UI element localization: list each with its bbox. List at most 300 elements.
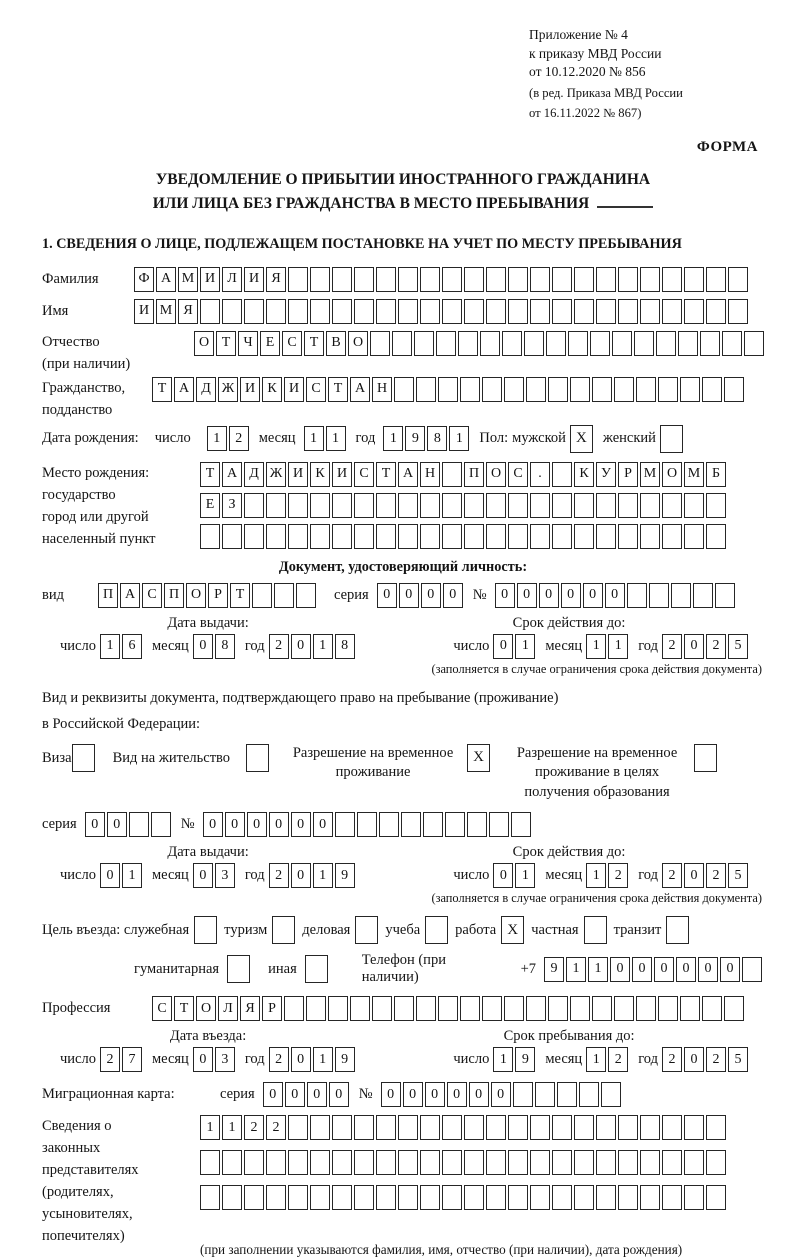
char-cell[interactable] bbox=[574, 267, 594, 292]
purpose-tourism-checkbox[interactable] bbox=[272, 916, 295, 944]
char-cell[interactable] bbox=[592, 996, 612, 1021]
char-cell[interactable] bbox=[486, 1185, 506, 1210]
char-cell[interactable]: 1 bbox=[586, 634, 606, 659]
char-cell[interactable] bbox=[627, 583, 647, 608]
char-cell[interactable]: 0 bbox=[491, 1082, 511, 1107]
char-cell[interactable] bbox=[222, 524, 242, 549]
char-cell[interactable]: 9 bbox=[335, 863, 355, 888]
char-cell[interactable]: 2 bbox=[269, 863, 289, 888]
char-cell[interactable]: Т bbox=[328, 377, 348, 402]
char-cell[interactable]: О bbox=[486, 462, 506, 487]
char-cell[interactable]: 2 bbox=[706, 863, 726, 888]
char-cell[interactable]: 1 bbox=[207, 426, 227, 451]
char-cell[interactable] bbox=[634, 331, 654, 356]
char-cell[interactable]: 0 bbox=[632, 957, 652, 982]
char-cell[interactable]: 1 bbox=[515, 634, 535, 659]
char-cell[interactable]: 0 bbox=[193, 863, 213, 888]
char-cell[interactable] bbox=[288, 1115, 308, 1140]
char-cell[interactable]: 0 bbox=[203, 812, 223, 837]
char-cell[interactable] bbox=[332, 267, 352, 292]
char-cell[interactable]: 0 bbox=[605, 583, 625, 608]
char-cell[interactable] bbox=[636, 996, 656, 1021]
char-cell[interactable]: А bbox=[174, 377, 194, 402]
char-cell[interactable]: 0 bbox=[225, 812, 245, 837]
char-cell[interactable] bbox=[200, 524, 220, 549]
char-cell[interactable]: 0 bbox=[193, 634, 213, 659]
char-cell[interactable]: 1 bbox=[313, 1047, 333, 1072]
char-cell[interactable] bbox=[129, 812, 149, 837]
char-cell[interactable]: Я bbox=[178, 299, 198, 324]
char-cell[interactable] bbox=[684, 299, 704, 324]
char-cell[interactable] bbox=[460, 996, 480, 1021]
char-cell[interactable]: 0 bbox=[107, 812, 127, 837]
char-cell[interactable] bbox=[722, 331, 742, 356]
char-cell[interactable] bbox=[398, 524, 418, 549]
char-cell[interactable]: 0 bbox=[377, 583, 397, 608]
char-cell[interactable] bbox=[513, 1082, 533, 1107]
char-cell[interactable] bbox=[680, 996, 700, 1021]
char-cell[interactable]: 0 bbox=[381, 1082, 401, 1107]
char-cell[interactable] bbox=[552, 299, 572, 324]
char-cell[interactable]: Б bbox=[706, 462, 726, 487]
char-cell[interactable] bbox=[394, 377, 414, 402]
char-cell[interactable]: И bbox=[332, 462, 352, 487]
char-cell[interactable] bbox=[706, 524, 726, 549]
char-cell[interactable]: 0 bbox=[495, 583, 515, 608]
char-cell[interactable] bbox=[392, 331, 412, 356]
char-cell[interactable]: Ф bbox=[134, 267, 154, 292]
char-cell[interactable]: И bbox=[288, 462, 308, 487]
char-cell[interactable]: Е bbox=[200, 493, 220, 518]
char-cell[interactable] bbox=[592, 377, 612, 402]
char-cell[interactable]: 6 bbox=[122, 634, 142, 659]
char-cell[interactable] bbox=[394, 996, 414, 1021]
char-cell[interactable] bbox=[535, 1082, 555, 1107]
char-cell[interactable] bbox=[568, 331, 588, 356]
char-cell[interactable]: Ж bbox=[218, 377, 238, 402]
char-cell[interactable]: 0 bbox=[469, 1082, 489, 1107]
char-cell[interactable] bbox=[742, 957, 762, 982]
char-cell[interactable] bbox=[640, 493, 660, 518]
char-cell[interactable]: 0 bbox=[583, 583, 603, 608]
char-cell[interactable]: Т bbox=[216, 331, 236, 356]
purpose-official-checkbox[interactable] bbox=[194, 916, 217, 944]
char-cell[interactable] bbox=[398, 1185, 418, 1210]
char-cell[interactable]: 1 bbox=[586, 863, 606, 888]
char-cell[interactable] bbox=[370, 331, 390, 356]
residence-permit-checkbox[interactable] bbox=[246, 744, 269, 772]
char-cell[interactable]: И bbox=[134, 299, 154, 324]
char-cell[interactable] bbox=[574, 1115, 594, 1140]
char-cell[interactable] bbox=[706, 1185, 726, 1210]
char-cell[interactable] bbox=[222, 299, 242, 324]
char-cell[interactable]: 8 bbox=[335, 634, 355, 659]
char-cell[interactable]: 0 bbox=[285, 1082, 305, 1107]
char-cell[interactable] bbox=[398, 493, 418, 518]
char-cell[interactable] bbox=[442, 524, 462, 549]
char-cell[interactable]: 0 bbox=[85, 812, 105, 837]
char-cell[interactable] bbox=[662, 267, 682, 292]
char-cell[interactable]: А bbox=[398, 462, 418, 487]
char-cell[interactable]: 9 bbox=[544, 957, 564, 982]
char-cell[interactable] bbox=[200, 1185, 220, 1210]
char-cell[interactable] bbox=[552, 493, 572, 518]
visa-checkbox[interactable] bbox=[72, 744, 95, 772]
char-cell[interactable]: 1 bbox=[326, 426, 346, 451]
char-cell[interactable]: Я bbox=[266, 267, 286, 292]
char-cell[interactable] bbox=[508, 1115, 528, 1140]
char-cell[interactable] bbox=[546, 331, 566, 356]
char-cell[interactable]: 0 bbox=[493, 863, 513, 888]
char-cell[interactable] bbox=[464, 524, 484, 549]
char-cell[interactable] bbox=[504, 377, 524, 402]
char-cell[interactable] bbox=[310, 524, 330, 549]
char-cell[interactable] bbox=[596, 524, 616, 549]
char-cell[interactable]: Р bbox=[262, 996, 282, 1021]
char-cell[interactable]: 1 bbox=[493, 1047, 513, 1072]
char-cell[interactable] bbox=[200, 299, 220, 324]
char-cell[interactable] bbox=[423, 812, 443, 837]
char-cell[interactable] bbox=[590, 331, 610, 356]
char-cell[interactable]: З bbox=[222, 493, 242, 518]
char-cell[interactable] bbox=[596, 267, 616, 292]
char-cell[interactable] bbox=[310, 299, 330, 324]
char-cell[interactable]: 0 bbox=[561, 583, 581, 608]
char-cell[interactable] bbox=[508, 1185, 528, 1210]
char-cell[interactable]: 2 bbox=[662, 863, 682, 888]
char-cell[interactable] bbox=[508, 267, 528, 292]
char-cell[interactable]: 2 bbox=[269, 1047, 289, 1072]
char-cell[interactable] bbox=[486, 267, 506, 292]
char-cell[interactable]: 0 bbox=[291, 863, 311, 888]
char-cell[interactable] bbox=[354, 1185, 374, 1210]
char-cell[interactable]: 0 bbox=[421, 583, 441, 608]
char-cell[interactable]: 1 bbox=[449, 426, 469, 451]
char-cell[interactable]: 0 bbox=[100, 863, 120, 888]
char-cell[interactable] bbox=[222, 1185, 242, 1210]
purpose-study-checkbox[interactable] bbox=[425, 916, 448, 944]
char-cell[interactable] bbox=[445, 812, 465, 837]
char-cell[interactable]: 8 bbox=[427, 426, 447, 451]
char-cell[interactable]: 0 bbox=[329, 1082, 349, 1107]
char-cell[interactable] bbox=[530, 1185, 550, 1210]
char-cell[interactable]: 3 bbox=[215, 1047, 235, 1072]
char-cell[interactable] bbox=[266, 524, 286, 549]
char-cell[interactable]: 0 bbox=[676, 957, 696, 982]
char-cell[interactable] bbox=[649, 583, 669, 608]
char-cell[interactable] bbox=[310, 267, 330, 292]
char-cell[interactable] bbox=[724, 996, 744, 1021]
char-cell[interactable]: Т bbox=[174, 996, 194, 1021]
char-cell[interactable] bbox=[596, 1115, 616, 1140]
char-cell[interactable]: 0 bbox=[313, 812, 333, 837]
char-cell[interactable]: О bbox=[194, 331, 214, 356]
char-cell[interactable] bbox=[244, 299, 264, 324]
char-cell[interactable] bbox=[420, 267, 440, 292]
char-cell[interactable] bbox=[464, 1185, 484, 1210]
char-cell[interactable]: Л bbox=[218, 996, 238, 1021]
char-cell[interactable] bbox=[744, 331, 764, 356]
char-cell[interactable] bbox=[442, 493, 462, 518]
char-cell[interactable] bbox=[376, 1115, 396, 1140]
char-cell[interactable]: 1 bbox=[122, 863, 142, 888]
char-cell[interactable]: 0 bbox=[447, 1082, 467, 1107]
char-cell[interactable] bbox=[662, 1185, 682, 1210]
char-cell[interactable] bbox=[662, 299, 682, 324]
char-cell[interactable]: 0 bbox=[291, 634, 311, 659]
char-cell[interactable] bbox=[467, 812, 487, 837]
char-cell[interactable] bbox=[530, 524, 550, 549]
char-cell[interactable]: 2 bbox=[608, 863, 628, 888]
char-cell[interactable] bbox=[464, 493, 484, 518]
char-cell[interactable] bbox=[596, 493, 616, 518]
char-cell[interactable]: О bbox=[186, 583, 206, 608]
char-cell[interactable]: 1 bbox=[586, 1047, 606, 1072]
char-cell[interactable]: 0 bbox=[269, 812, 289, 837]
char-cell[interactable] bbox=[502, 331, 522, 356]
sex-male-checkbox[interactable]: X bbox=[570, 425, 593, 453]
char-cell[interactable]: 1 bbox=[383, 426, 403, 451]
char-cell[interactable]: 1 bbox=[608, 634, 628, 659]
char-cell[interactable]: С bbox=[306, 377, 326, 402]
char-cell[interactable]: И bbox=[240, 377, 260, 402]
char-cell[interactable]: А bbox=[120, 583, 140, 608]
char-cell[interactable] bbox=[420, 1185, 440, 1210]
char-cell[interactable] bbox=[680, 377, 700, 402]
char-cell[interactable] bbox=[570, 377, 590, 402]
char-cell[interactable] bbox=[557, 1082, 577, 1107]
char-cell[interactable] bbox=[288, 1185, 308, 1210]
char-cell[interactable]: Т bbox=[376, 462, 396, 487]
char-cell[interactable] bbox=[296, 583, 316, 608]
char-cell[interactable] bbox=[420, 299, 440, 324]
char-cell[interactable]: 9 bbox=[405, 426, 425, 451]
char-cell[interactable] bbox=[706, 299, 726, 324]
char-cell[interactable] bbox=[376, 524, 396, 549]
char-cell[interactable]: 0 bbox=[684, 634, 704, 659]
char-cell[interactable] bbox=[662, 1115, 682, 1140]
char-cell[interactable] bbox=[700, 331, 720, 356]
char-cell[interactable] bbox=[442, 1115, 462, 1140]
char-cell[interactable]: 0 bbox=[425, 1082, 445, 1107]
char-cell[interactable]: П bbox=[98, 583, 118, 608]
char-cell[interactable] bbox=[306, 996, 326, 1021]
char-cell[interactable] bbox=[504, 996, 524, 1021]
char-cell[interactable] bbox=[548, 996, 568, 1021]
char-cell[interactable]: 2 bbox=[229, 426, 249, 451]
char-cell[interactable] bbox=[244, 1185, 264, 1210]
purpose-other-checkbox[interactable] bbox=[305, 955, 328, 983]
char-cell[interactable] bbox=[508, 299, 528, 324]
char-cell[interactable] bbox=[640, 524, 660, 549]
char-cell[interactable] bbox=[618, 493, 638, 518]
char-cell[interactable] bbox=[574, 1185, 594, 1210]
char-cell[interactable]: 0 bbox=[443, 583, 463, 608]
char-cell[interactable]: 0 bbox=[720, 957, 740, 982]
char-cell[interactable]: 5 bbox=[728, 863, 748, 888]
char-cell[interactable] bbox=[416, 996, 436, 1021]
char-cell[interactable]: А bbox=[350, 377, 370, 402]
char-cell[interactable] bbox=[601, 1082, 621, 1107]
char-cell[interactable]: 2 bbox=[269, 634, 289, 659]
char-cell[interactable] bbox=[436, 331, 456, 356]
char-cell[interactable] bbox=[618, 524, 638, 549]
char-cell[interactable] bbox=[486, 493, 506, 518]
char-cell[interactable] bbox=[398, 299, 418, 324]
char-cell[interactable] bbox=[332, 524, 352, 549]
char-cell[interactable]: О bbox=[196, 996, 216, 1021]
char-cell[interactable] bbox=[702, 996, 722, 1021]
char-cell[interactable] bbox=[266, 493, 286, 518]
char-cell[interactable]: Я bbox=[240, 996, 260, 1021]
char-cell[interactable]: 2 bbox=[100, 1047, 120, 1072]
char-cell[interactable]: 0 bbox=[263, 1082, 283, 1107]
char-cell[interactable] bbox=[332, 1115, 352, 1140]
char-cell[interactable]: 0 bbox=[654, 957, 674, 982]
char-cell[interactable]: 1 bbox=[100, 634, 120, 659]
char-cell[interactable] bbox=[579, 1082, 599, 1107]
char-cell[interactable]: 2 bbox=[706, 1047, 726, 1072]
sex-female-checkbox[interactable] bbox=[660, 425, 683, 453]
char-cell[interactable]: 0 bbox=[291, 1047, 311, 1072]
char-cell[interactable]: Ч bbox=[238, 331, 258, 356]
char-cell[interactable]: 0 bbox=[307, 1082, 327, 1107]
char-cell[interactable] bbox=[728, 299, 748, 324]
char-cell[interactable] bbox=[310, 493, 330, 518]
char-cell[interactable] bbox=[438, 996, 458, 1021]
char-cell[interactable]: 1 bbox=[313, 863, 333, 888]
char-cell[interactable] bbox=[357, 812, 377, 837]
char-cell[interactable] bbox=[401, 812, 421, 837]
char-cell[interactable] bbox=[684, 493, 704, 518]
char-cell[interactable] bbox=[614, 996, 634, 1021]
char-cell[interactable] bbox=[328, 996, 348, 1021]
char-cell[interactable] bbox=[678, 331, 698, 356]
char-cell[interactable] bbox=[354, 524, 374, 549]
char-cell[interactable] bbox=[464, 1115, 484, 1140]
char-cell[interactable]: 0 bbox=[517, 583, 537, 608]
char-cell[interactable] bbox=[618, 267, 638, 292]
char-cell[interactable] bbox=[596, 299, 616, 324]
char-cell[interactable] bbox=[438, 377, 458, 402]
char-cell[interactable]: Е bbox=[260, 331, 280, 356]
char-cell[interactable] bbox=[442, 299, 462, 324]
char-cell[interactable]: Н bbox=[372, 377, 392, 402]
char-cell[interactable] bbox=[288, 493, 308, 518]
char-cell[interactable] bbox=[684, 1185, 704, 1210]
char-cell[interactable]: 7 bbox=[122, 1047, 142, 1072]
char-cell[interactable] bbox=[266, 1185, 286, 1210]
char-cell[interactable]: К bbox=[262, 377, 282, 402]
char-cell[interactable] bbox=[618, 1115, 638, 1140]
char-cell[interactable]: 1 bbox=[304, 426, 324, 451]
char-cell[interactable]: И bbox=[200, 267, 220, 292]
char-cell[interactable] bbox=[458, 331, 478, 356]
char-cell[interactable] bbox=[552, 524, 572, 549]
char-cell[interactable] bbox=[486, 524, 506, 549]
char-cell[interactable] bbox=[662, 524, 682, 549]
char-cell[interactable]: 1 bbox=[588, 957, 608, 982]
char-cell[interactable] bbox=[420, 524, 440, 549]
char-cell[interactable]: 1 bbox=[515, 863, 535, 888]
char-cell[interactable]: О bbox=[348, 331, 368, 356]
char-cell[interactable] bbox=[354, 1115, 374, 1140]
char-cell[interactable] bbox=[274, 583, 294, 608]
char-cell[interactable] bbox=[442, 462, 462, 487]
char-cell[interactable] bbox=[252, 583, 272, 608]
char-cell[interactable] bbox=[724, 377, 744, 402]
char-cell[interactable] bbox=[524, 331, 544, 356]
char-cell[interactable] bbox=[702, 377, 722, 402]
char-cell[interactable] bbox=[335, 812, 355, 837]
char-cell[interactable] bbox=[288, 299, 308, 324]
char-cell[interactable]: Т bbox=[200, 462, 220, 487]
char-cell[interactable]: 0 bbox=[403, 1082, 423, 1107]
char-cell[interactable]: П bbox=[464, 462, 484, 487]
char-cell[interactable] bbox=[684, 267, 704, 292]
char-cell[interactable]: Д bbox=[244, 462, 264, 487]
char-cell[interactable]: 1 bbox=[200, 1115, 220, 1140]
char-cell[interactable] bbox=[350, 996, 370, 1021]
char-cell[interactable] bbox=[640, 299, 660, 324]
char-cell[interactable]: 0 bbox=[193, 1047, 213, 1072]
char-cell[interactable] bbox=[442, 267, 462, 292]
char-cell[interactable] bbox=[354, 493, 374, 518]
char-cell[interactable] bbox=[552, 1115, 572, 1140]
char-cell[interactable] bbox=[464, 299, 484, 324]
char-cell[interactable]: 0 bbox=[493, 634, 513, 659]
purpose-humanitarian-checkbox[interactable] bbox=[227, 955, 250, 983]
char-cell[interactable]: О bbox=[662, 462, 682, 487]
char-cell[interactable]: А bbox=[222, 462, 242, 487]
char-cell[interactable]: 0 bbox=[539, 583, 559, 608]
char-cell[interactable]: Р bbox=[618, 462, 638, 487]
char-cell[interactable] bbox=[662, 493, 682, 518]
char-cell[interactable] bbox=[266, 299, 286, 324]
temp-residence-checkbox[interactable]: X bbox=[467, 744, 490, 772]
char-cell[interactable] bbox=[414, 331, 434, 356]
char-cell[interactable]: У bbox=[596, 462, 616, 487]
char-cell[interactable] bbox=[442, 1185, 462, 1210]
char-cell[interactable]: 2 bbox=[662, 1047, 682, 1072]
char-cell[interactable] bbox=[614, 377, 634, 402]
char-cell[interactable] bbox=[693, 583, 713, 608]
char-cell[interactable]: Р bbox=[208, 583, 228, 608]
char-cell[interactable] bbox=[511, 812, 531, 837]
char-cell[interactable]: Т bbox=[230, 583, 250, 608]
char-cell[interactable] bbox=[658, 377, 678, 402]
char-cell[interactable] bbox=[552, 1185, 572, 1210]
char-cell[interactable]: 2 bbox=[244, 1115, 264, 1140]
char-cell[interactable] bbox=[574, 524, 594, 549]
char-cell[interactable] bbox=[464, 267, 484, 292]
char-cell[interactable] bbox=[486, 1115, 506, 1140]
char-cell[interactable] bbox=[288, 524, 308, 549]
char-cell[interactable] bbox=[640, 1115, 660, 1140]
char-cell[interactable] bbox=[489, 812, 509, 837]
char-cell[interactable] bbox=[416, 377, 436, 402]
char-cell[interactable] bbox=[482, 377, 502, 402]
char-cell[interactable] bbox=[612, 331, 632, 356]
char-cell[interactable]: И bbox=[284, 377, 304, 402]
char-cell[interactable] bbox=[480, 331, 500, 356]
purpose-transit-checkbox[interactable] bbox=[666, 916, 689, 944]
char-cell[interactable]: К bbox=[310, 462, 330, 487]
char-cell[interactable] bbox=[658, 996, 678, 1021]
char-cell[interactable] bbox=[530, 493, 550, 518]
char-cell[interactable] bbox=[376, 493, 396, 518]
char-cell[interactable]: К bbox=[574, 462, 594, 487]
